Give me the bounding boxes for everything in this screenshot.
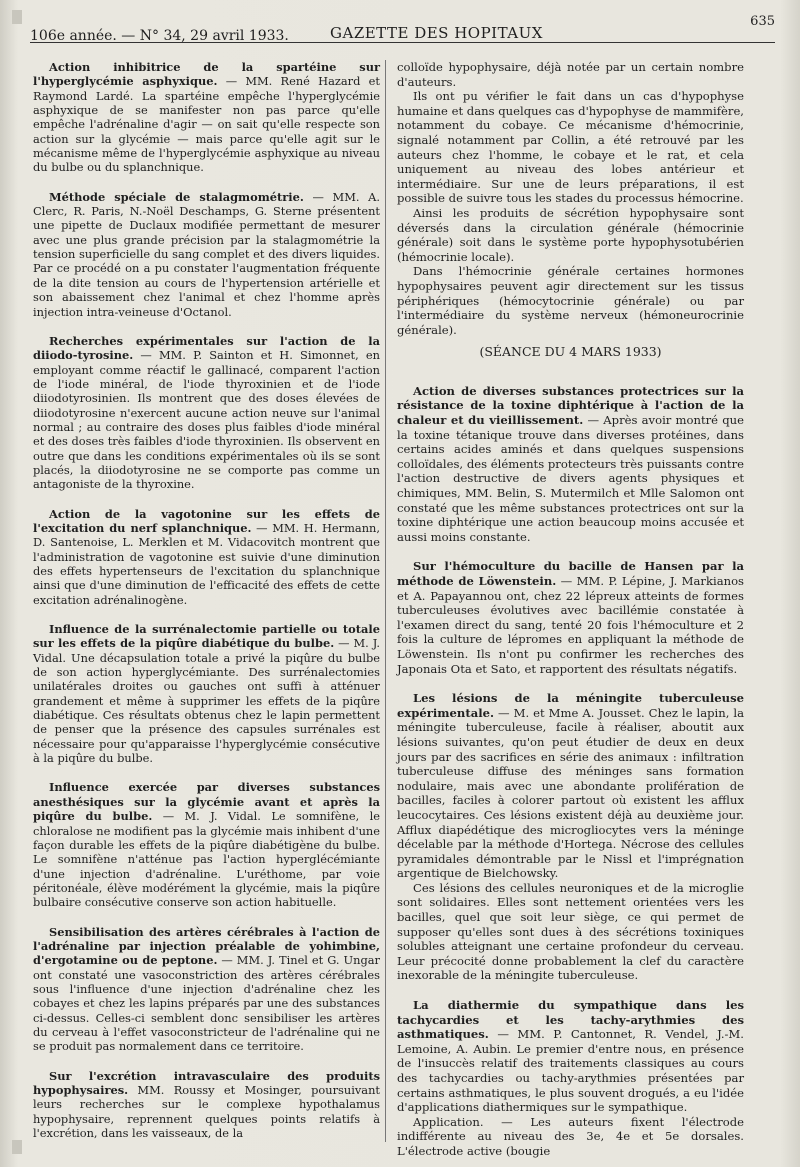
column-divider <box>385 60 386 1142</box>
article-body: — MM. A. Clerc, R. Paris, N.-Noël Deschamps, G. Sterne présentent une pipette de Duclaux modifiée permettant de mesurer avec une plus grande précision par la stalagmométrie la tension superficielle du sang complet et des divers liquides. Par ce procédé on a pu constater l'augmentation fréquente de la dite tension au cours de l'hypertension artérielle et son abaissement chez l'animal et chez l'homme après injection intra-veineuse d'Octanol. <box>33 189 380 319</box>
paragraph: Dans l'hémocrinie générale certaines hormones hypophysaires peuvent agir directement sur les tissus périphériques (hémocytocrinie générale) ou par l'intermédiaire du système nerveux (hémoneurocrinie générale). <box>397 264 744 337</box>
right-column <box>397 60 744 1159</box>
article-body: — M. et Mme A. Jousset. Chez le lapin, la méningite tuberculeuse, facile à réaliser, aboutit aux lésions suivantes, qu'on peut étudier de deux en deux jours par des sacrifices en série des animaux : infiltration tuberculeuse diffuse des méninges sans formation nodulaire, mais avec une abondante prolifération de bacilles, faciles à colorer partout où existent les afflux leucocytaires. Ces lésions existent déjà au deuxième jour. Afflux diapédétique des microgliocytes vers la méninge décelable par la méthode d'Hortega. Nécrose des cellules pyramidales démontrable par le Nissl et l'imprégnation argentique de Bielchowsky. <box>397 705 744 881</box>
continued-paragraph: colloïde hypophysaire, déjà notée par un certain nombre d'auteurs. <box>397 60 744 89</box>
article <box>33 334 380 492</box>
article-title: Influence exercée par diverses substances anesthésiques sur la glycémie avant et après la piqûre du bulbe. <box>33 780 380 824</box>
issue-info: 106e année. — N° 34, 29 avril 1933. <box>30 28 289 44</box>
article <box>33 60 380 175</box>
article <box>33 1069 380 1141</box>
article-title: Action de diverses substances protectrices sur la résistance de la toxine diphtérique à l'action de la chaleur et du vieillissement. <box>397 383 744 428</box>
article-body: — M. J. Vidal. Une décapsulation totale a privé la piqûre du bulbe de son action hyperglycémiante. Des surrénalectomies unilatérales droites ou gauches ont suffi à atténuer grandement et même à supprimer les effets de la piqûre diabétique. Ces résultats obtenus chez le lapin permettent de penser que la présence des capsules surrénales est nécessaire pour qu'apparaisse l'hyperglycémie consécutive à la piqûre du bulbe. <box>33 636 380 766</box>
article-body: MM. Roussy et Mosinger, poursuivant leurs recherches sur le complexe hypothalamus hypophysaire, reprennent quelques points relatifs à l'excrétion, dans les vaisseaux, de la <box>33 1083 380 1141</box>
paragraph: Ils ont pu vérifier le fait dans un cas d'hypophyse humaine et dans quelques cas d'hypophyse de mammifère, notamment du cobaye. Ce mécanisme d'hémocrinie, signalé notamment par Collin, a été retrouvé par les auteurs chez l'homme, le cobaye et le rat, et cela uniquement au niveau des lobes antérieur et intermédiaire. Sur une de leurs préparations, il est possible de suivre tous les stades du processus hémocrine. <box>397 89 744 206</box>
article-body: — M. J. Vidal. Le somnifène, le chloralose ne modifient pas la glycémie mais inhibent d'une façon durable les effets de la piqûre diabétigène du bulbe. Le somnifène n'atténue pas l'action hyperglécémiante d'une injection d'adrénaline. L'uréthome, par voie péritonéale, élève modérément la glycémie, mais la piqûre bulbaire consécutive conserve son action habituelle. <box>33 809 380 910</box>
article <box>397 691 744 881</box>
article-body: — Après avoir montré que la toxine tétanique trouve dans diverses protéines, dans certains acides aminés et dans quelques suspensions colloïdales, des éléments protecteurs très puissants contre l'action destructive de divers agents physiques et chimiques, MM. Belin, S. Mutermilch et Mlle Salomon ont constaté que les même substances protectrices ont sur la toxine diphtérique une action beaucoup moins accusée et aussi moins constante. <box>397 413 744 544</box>
article <box>397 384 744 545</box>
article-body: — MM. P. Sainton et H. Simonnet, en employant comme réactif le gallinacé, comparent l'action de l'iode minéral, de l'iode thyroxinien et de l'iode diiodotyrosinien. Ils montrent que des doses élevées de diiodotyrosine n'exercent aucune action neuve sur l'animal normal ; au contraire des doses plus faibles d'iode minéral et des doses très faibles d'iode thyroxinien. Ils observent en outre que dans les conditions expérimentales où ils se sont placés, la diiodotyrosine ne se comporte pas comme un antagoniste de la thyroxine. <box>33 348 380 492</box>
article-title: Sur l'excrétion intravasculaire des produits hypophysaires. <box>33 1068 380 1097</box>
article-title: Sur l'hémoculture du bacille de Hansen par la méthode de Löwenstein. <box>397 559 744 588</box>
article <box>33 622 380 765</box>
article <box>397 559 744 676</box>
paragraph: Ainsi les produits de sécrétion hypophysaire sont déversés dans la circulation générale (hémocrinie générale) soit dans le système porte hypophysotubérien (hémocrinie locale). <box>397 205 744 264</box>
article-title: Méthode spéciale de stalagmométrie. <box>49 189 304 204</box>
page-edge-mark <box>12 10 22 24</box>
article <box>33 190 380 319</box>
article-title: Action de la vagotonine sur les effets de l'excitation du nerf splanchnique. <box>33 506 380 535</box>
article-title: Les lésions de la méningite tuberculeuse expérimentale. <box>397 691 744 720</box>
paragraph: Application. — Les auteurs fixent l'électrode indifférente au niveau des 3e, 4e et 5e dorsales. L'électrode active (bougie <box>397 1114 744 1158</box>
session-heading: (SÉANCE DU 4 MARS 1933) <box>479 344 662 360</box>
article-title: Recherches expérimentales sur l'action de la diiodo-tyrosine. <box>33 333 380 363</box>
page-number: 635 <box>750 14 775 29</box>
article-body: — MM. P. Lépine, J. Markianos et A. Papayannou ont, chez 22 lépreux atteints de formes tuberculeuses évolutives avec bacillémie constatée à l'examen direct du sang, tenté 20 fois l'hémoculture et 2 fois la culture de lépromes en appliquant la méthode de Löwenstein. Ils n'ont pu confirmer les recherches des Japonais Ota et Sato, et rapportent des résultats négatifs. <box>397 574 744 676</box>
article-title: Influence de la surrénalectomie partielle ou totale sur les effets de la piqûre diabétique du bulbe. <box>33 622 380 651</box>
article-title: Sensibilisation des artères cérébrales à l'action de l'adrénaline par injection préalable de yohimbine, d'ergotamine ou de peptone. <box>33 924 380 968</box>
paragraph: Ces lésions des cellules neuroniques et de la microglie sont solidaires. Elles sont nettement orientées vers les bacilles, quel que soit leur siège, ce qui permet de supposer qu'elles sont dues à des sécrétions toxiniques solubles atteignant une certaine profondeur du cerveau. Leur précocité donne probablement la clef du caractère inexorable de la méningite tuberculeuse. <box>397 880 744 983</box>
article <box>33 925 380 1054</box>
article-body: — MM. H. Hermann, D. Santenoise, L. Merklen et M. Vidacovitch montrent que l'administration de vagotonine est suivie d'une diminution des effets hypertenseurs de l'excitation du splanchnique ainsi que d'une diminution de l'efficacité des effets de cette excitation adrénalinogène. <box>33 520 380 607</box>
article-body: — MM. J. Tinel et G. Ungar ont constaté une vasoconstriction des artères cérébrales sous l'influence d'une injection d'adrénaline chez les cobayes et chez les lapins préparés par une des substances ci-dessus. Celles-ci semblent donc sensibiliser les artères du cerveau à l'effet vasoconstricteur de l'adrénaline qui ne se produit pas normalement dans ce territoire. <box>33 953 380 1054</box>
article-body: — MM. P. Cantonnet, R. Vendel, J.-M. Lemoine, A. Aubin. Le premier d'entre nous, en présence de l'insuccès relatif des traitements classiques au cours des tachycardies ou tachy-arythmies présentées par certains asthmatiques, le plus souvent drogués, a eu l'idée d'applications diathermiques sur le sympathique. <box>397 1027 744 1115</box>
article <box>33 780 380 909</box>
page-edge-mark <box>12 1140 22 1154</box>
left-column <box>33 60 380 1155</box>
article-title: Action inhibitrice de la spartéine sur l'hyperglycémie asphyxique. <box>33 60 380 89</box>
journal-title: GAZETTE DES HOPITAUX <box>330 24 543 42</box>
article-title: La diathermie du sympathique dans les tachycardies et les tachy-arythmies des asthmatiques. <box>397 998 744 1042</box>
article <box>33 507 380 607</box>
article-body: — MM. René Hazard et Raymond Lardé. La spartéine empêche l'hyperglycémie asphyxique de se manifester non pas parce qu'elle empêche l'adrénaline d'agir — on sait qu'elle respecte son action sur la glycémie — mais parce qu'elle agit sur le mécanisme même de l'hyperglycémie asphyxique au niveau du bulbe ou du splanchnique. <box>33 74 380 175</box>
page-header <box>30 14 775 43</box>
article <box>397 998 744 1115</box>
